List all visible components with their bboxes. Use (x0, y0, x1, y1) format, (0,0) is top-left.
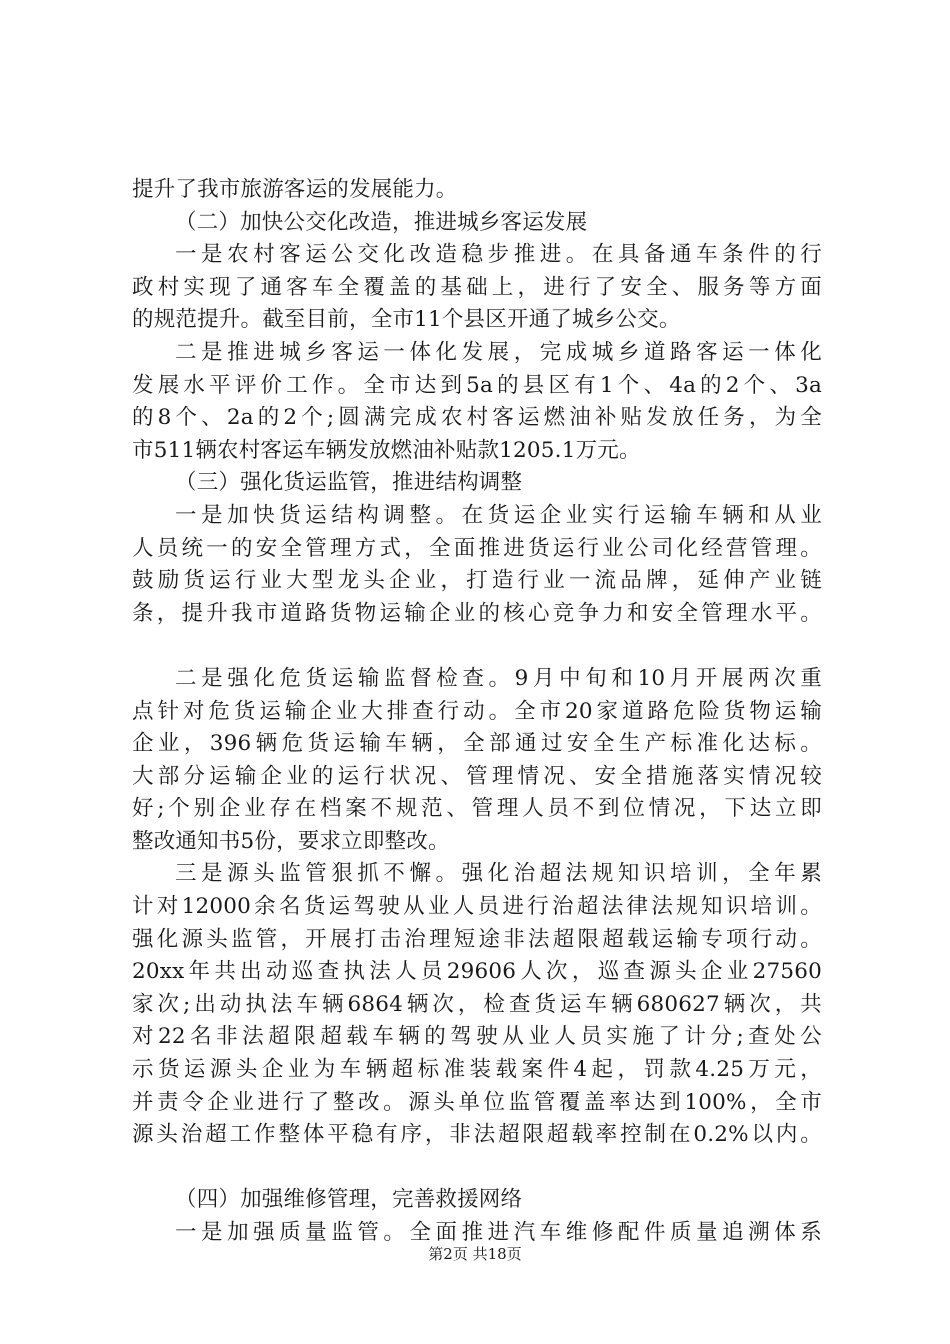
text-line: 人员统一的安全管理方式，全面推进货运行业公司化经营管理。 (132, 535, 822, 561)
text-line: 市511辆农村客运车辆发放燃油补贴款1205.1万元。 (132, 437, 641, 463)
text-line: 好;个别企业存在档案不规范、管理人员不到位情况，下达立即 (132, 796, 822, 822)
text-line: 企业，396辆危货运输车辆，全部通过安全生产标准化达标。 (132, 731, 822, 757)
text-line: 大部分运输企业的运行状况、管理情况、安全措施落实情况较 (132, 763, 822, 789)
text-line: 的规范提升。截至目前，全市11个县区开通了城乡公交。 (132, 307, 681, 333)
paragraph-gap (132, 630, 822, 663)
text-line: （二）加快公交化改造，推进城乡客运发展 (175, 209, 588, 235)
text-line: 二是强化危货运输监督检查。9月中旬和10月开展两次重 (175, 665, 822, 691)
text-line: 计对12000余名货运驾驶从业人员进行治超法律法规知识培训。 (132, 894, 822, 920)
page-footer: 第2页 共18页 (428, 1245, 522, 1263)
text-line: （三）强化货运监管，推进结构调整 (175, 470, 523, 496)
text-line: 一是加强质量监管。全面推进汽车维修配件质量追溯体系 (175, 1220, 822, 1245)
text-line: 三是源头监管狠抓不懈。强化治超法规知识培训，全年累 (175, 861, 822, 887)
text-line: 二是推进城乡客运一体化发展，完成城乡道路客运一体化 (175, 339, 822, 365)
text-line: （四）加强维修管理，完善救援网络 (175, 1187, 523, 1213)
text-line: 条，提升我市道路货物运输企业的核心竞争力和安全管理水平。 (132, 600, 822, 626)
text-line: 政村实现了通客车全覆盖的基础上，进行了安全、服务等方面 (132, 274, 822, 300)
text-line: 强化源头监管，开展打击治理短途非法超限超载运输专项行动。 (132, 926, 822, 952)
text-line: 提升了我市旅游客运的发展能力。 (132, 177, 458, 202)
text-line: 一是农村客运公交化改造稳步推进。在具备通车条件的行 (175, 242, 822, 268)
text-line: 20xx年共出动巡查执法人员29606人次，巡查源头企业27560 (132, 959, 822, 985)
text-line: 发展水平评价工作。全市达到5a的县区有1个、4a的2个、3a (132, 372, 822, 398)
document-body (132, 174, 822, 1250)
text-line: 并责令企业进行了整改。源头单位监管覆盖率达到100%，全市 (132, 1089, 822, 1115)
text-line: 点针对危货运输企业大排查行动。全市20家道路危险货物运输 (132, 698, 822, 724)
text-line: 整改通知书5份，要求立即整改。 (132, 828, 450, 854)
text-line: 源头治超工作整体平稳有序，非法超限超载率控制在0.2%以内。 (132, 1122, 822, 1148)
text-line: 对22名非法超限超载车辆的驾驶从业人员实施了计分;查处公 (132, 1024, 822, 1050)
text-line: 鼓励货运行业大型龙头企业，打造行业一流品牌，延伸产业链 (132, 568, 822, 594)
text-line: 一是加快货运结构调整。在货运企业实行运输车辆和从业 (175, 502, 822, 528)
text-line: 示货运源头企业为车辆超标准装载案件4起，罚款4.25万元， (132, 1057, 822, 1083)
text-line: 家次;出动执法车辆6864辆次，检查货运车辆680627辆次，共 (132, 991, 822, 1017)
paragraph-gap (132, 1152, 822, 1185)
text-line: 的8个、2a的2个;圆满完成农村客运燃油补贴发放任务，为全 (132, 405, 822, 431)
